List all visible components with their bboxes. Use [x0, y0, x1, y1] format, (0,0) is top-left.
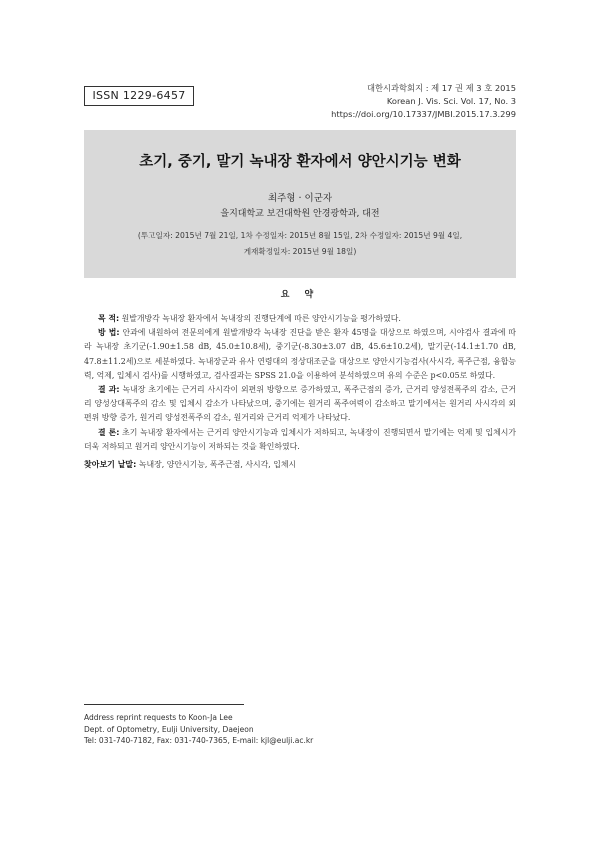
footnote-line-3: Tel: 031-740-7182, Fax: 031-740-7365, E-mail: kjl@eulji.ac.kr — [84, 736, 314, 745]
journal-info — [331, 82, 516, 121]
submission-dates — [84, 228, 516, 260]
paper-title: 초기, 중기, 말기 녹내장 환자에서 양안시기능 변화 — [139, 154, 461, 170]
keywords-label: 찾아보기 낱말: — [84, 460, 137, 470]
methods-label: 방 법: — [98, 328, 120, 338]
journal-name-korean: 대한시과학회지 : 제 17 권 제 3 호 2015 — [366, 83, 516, 93]
footnote-line-2: Dept. of Optometry, Eulji University, Daejeon — [84, 724, 254, 734]
title-banner — [84, 130, 516, 278]
journal-name-english: Korean J. Vis. Sci. Vol. 17, No. 3 — [386, 96, 516, 106]
correspondence-footnote — [84, 712, 313, 747]
conclusion-text: 초기 녹내장 환자에서는 근거리 양안시기능과 입체시가 저하되고, 녹내장이 진행되면서 말기에는 억제 및 입체시가 더욱 저하되고 원거리 양안시기능이 저하되는 것을 확인하였다. — [84, 427, 516, 451]
methods-text: 안과에 내원하여 전문의에게 원발개방각 녹내장 진단을 받은 환자 45명을 대상으로 하였으며, 시야검사 결과에 따라 녹내장 초기군(-1.90±1.58 dB, 45.0±10.8세), 중기군(-8.30±3.07 dB, 45.6±10.2세), 말기군(-14.1±1.70 dB, 47.8±11.2세)으로 세분하였다. 녹내장군과 유사 연령대의 정상대조군을 대상으로 양안시기능검사(사시각, 폭주근점, 융합능력, 억제, 입체시 검사)를 시행하였고, 검사결과는 SPSS 21.0을 이용하여 분석하였으며 유의 수준은 p<0.05로 하였다. — [84, 328, 516, 380]
abstract-results — [84, 383, 516, 426]
dates-line-1: (투고일자: 2015년 7월 21일, 1차 수정일자: 2015년 8월 15일, 2차 수정일자: 2015년 9월 4일, — [137, 231, 463, 240]
issn-box: ISSN 1229-6457 — [84, 86, 194, 106]
dates-line-2: 게재확정일자: 2015년 9월 18일) — [243, 247, 357, 256]
abstract-section — [84, 287, 516, 470]
abstract-purpose — [84, 312, 516, 326]
conclusion-label: 결 론: — [98, 427, 120, 437]
purpose-text: 원발개방각 녹내장 환자에서 녹내장의 진행단계에 따른 양안시기능을 평가하였다. — [119, 314, 401, 323]
results-label: 결 과: — [98, 385, 120, 395]
abstract-methods — [84, 326, 516, 383]
keywords-text: 녹내장, 양안시기능, 폭주근점, 사시각, 입체시 — [136, 460, 297, 470]
purpose-label: 목 적: — [98, 314, 120, 323]
footnote-divider — [84, 704, 244, 705]
abstract-heading: 요 약 — [280, 290, 320, 300]
footnote-line-1: Address reprint requests to Koon-Ja Lee — [84, 713, 233, 722]
doi-link[interactable]: https://doi.org/10.17337/JMBI.2015.17.3.299 — [331, 109, 516, 119]
keywords — [84, 459, 516, 470]
affiliation: 을지대학교 보건대학원 안경광학과, 대전 — [220, 209, 380, 219]
authors: 최주형 · 이군자 — [267, 193, 333, 204]
abstract-conclusion — [84, 426, 516, 454]
results-text: 녹내장 초기에는 근거리 사시각이 외편위 방향으로 증가하였고, 폭주근점의 증가, 근거리 양성전폭주의 감소, 근거리 양성상대폭주의 감소 및 입체시 감소가 나타났으며, 중기에는 원거리 폭주여력이 감소하고 말기에서는 원거리 사시각의 외편위 방향 증가, 원거리 양성전폭주의 감소, 원거리와 근거리 억제가 나타났다. — [84, 385, 517, 423]
